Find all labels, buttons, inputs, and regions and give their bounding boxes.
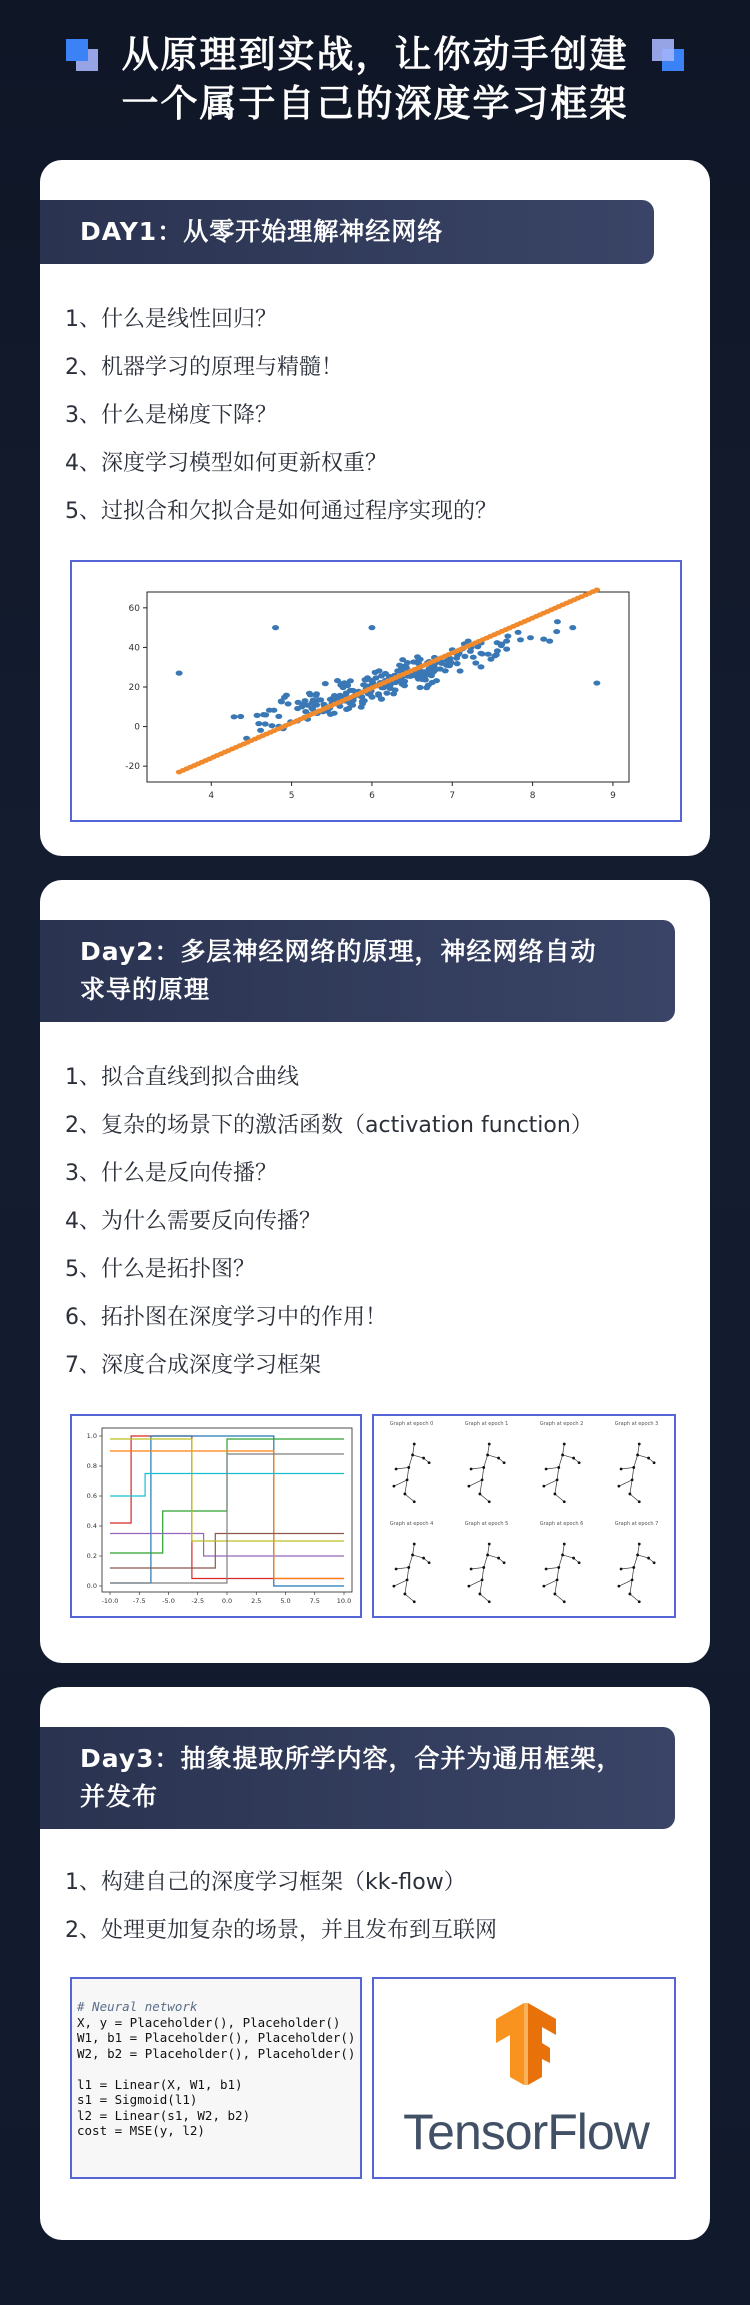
data-point xyxy=(472,660,479,665)
graph-edge xyxy=(405,1480,407,1494)
graph-node xyxy=(411,1454,414,1457)
graph-node xyxy=(422,1457,425,1460)
list-item: 3、什么是反向传播？ xyxy=(65,1161,277,1186)
graph-node xyxy=(563,1500,566,1503)
data-point xyxy=(444,658,451,663)
x-tick-label: -2.5 xyxy=(191,1597,205,1605)
data-point xyxy=(485,652,492,657)
day2-title-line2: 求导的原理 xyxy=(80,975,211,1004)
list-item: 5、过拟合和欠拟合是如何通过程序实现的？ xyxy=(65,499,497,524)
data-point xyxy=(343,690,350,695)
graph-node xyxy=(636,1454,639,1457)
data-point xyxy=(312,703,319,708)
x-tick-label: 2.5 xyxy=(251,1597,262,1605)
code-line: W2, b2 = Placeholder(), Placeholder() xyxy=(77,2045,356,2061)
graph-edge xyxy=(413,1544,415,1555)
data-point xyxy=(306,691,313,696)
graph-cell xyxy=(615,1421,659,1503)
graph-edge xyxy=(555,1580,557,1594)
graph-edge xyxy=(413,1444,415,1455)
graph-subtitle: Graph at epoch 7 xyxy=(614,1521,659,1527)
data-point xyxy=(275,714,282,719)
data-point xyxy=(494,640,501,645)
graph-edge xyxy=(563,1444,565,1455)
data-point xyxy=(503,639,510,644)
code-comment: # Neural network xyxy=(77,1999,198,2014)
data-point xyxy=(527,635,534,640)
graph-edge xyxy=(396,1467,409,1469)
data-point xyxy=(504,634,511,639)
graph-edge xyxy=(396,1567,409,1569)
graph-node xyxy=(631,1479,634,1482)
graph-edge xyxy=(555,1494,564,1502)
list-item: 1、构建自己的深度学习框架（kk-flow） xyxy=(65,1870,466,1895)
topology-graph-panel xyxy=(372,1414,676,1618)
data-point xyxy=(454,661,461,666)
graph-node xyxy=(632,1466,635,1469)
y-tick-label: -20 xyxy=(125,762,140,773)
x-tick-label: 9 xyxy=(610,791,616,801)
y-tick-label: 0.4 xyxy=(86,1522,97,1530)
data-point xyxy=(295,700,302,705)
code-line: l1 = Linear(X, W1, b1) xyxy=(77,2076,243,2092)
graph-edge xyxy=(407,1567,409,1579)
graph-node xyxy=(561,1554,564,1557)
data-point xyxy=(467,649,474,654)
graph-edge xyxy=(559,1555,563,1567)
graph-node xyxy=(428,1561,431,1564)
data-point xyxy=(283,693,290,698)
x-tick-label: 7 xyxy=(449,791,456,801)
data-point xyxy=(231,714,238,719)
graph-node xyxy=(638,1600,641,1603)
data-point xyxy=(392,687,399,692)
data-point xyxy=(255,721,262,726)
graph-node xyxy=(488,1443,491,1446)
data-point xyxy=(317,697,324,702)
graph-edge xyxy=(632,1467,634,1479)
graph-node xyxy=(393,1485,396,1488)
graph-edge xyxy=(469,1580,482,1586)
graph-node xyxy=(479,1493,482,1496)
graph-subtitle: Graph at epoch 2 xyxy=(539,1421,584,1427)
hero-title-line2: 一个属于自己的深度学习框架 xyxy=(121,82,629,125)
graph-node xyxy=(468,1585,471,1588)
graph-node xyxy=(486,1454,489,1457)
graph-edge xyxy=(630,1580,632,1594)
data-point xyxy=(491,653,498,658)
graph-node xyxy=(647,1457,650,1460)
graph-edge xyxy=(557,1567,559,1579)
data-point xyxy=(368,678,375,683)
graph-edge xyxy=(630,1494,639,1502)
graph-node xyxy=(413,1543,416,1546)
y-tick-label: 0.2 xyxy=(86,1552,97,1560)
data-point xyxy=(425,683,432,688)
data-point xyxy=(477,651,484,656)
code-line: cost = MSE(y, l2) xyxy=(77,2123,205,2138)
graph-edge xyxy=(471,1567,484,1569)
graph-node xyxy=(395,1468,398,1471)
list-item: 1、拟合直线到拟合曲线 xyxy=(65,1065,299,1090)
graph-node xyxy=(481,1579,484,1582)
graph-node xyxy=(470,1468,473,1471)
graph-edge xyxy=(619,1580,632,1586)
data-point xyxy=(470,655,477,660)
graph-edge xyxy=(638,1544,640,1555)
list-item: 4、为什么需要反向传播？ xyxy=(65,1209,321,1234)
data-point xyxy=(375,691,382,696)
graph-node xyxy=(488,1500,491,1503)
graph-edge xyxy=(638,1455,649,1458)
data-point xyxy=(553,629,560,634)
graph-edge xyxy=(484,1455,488,1467)
graph-edge xyxy=(544,1480,557,1486)
data-point xyxy=(503,647,510,652)
x-tick-label: 5.0 xyxy=(280,1597,291,1605)
graph-cell xyxy=(540,1521,584,1603)
graph-edge xyxy=(484,1555,488,1567)
graph-edge xyxy=(480,1594,489,1602)
graph-edge xyxy=(621,1567,634,1569)
graph-edge xyxy=(619,1480,632,1486)
x-tick-label: 6 xyxy=(369,791,375,801)
day3-title-line2: 并发布 xyxy=(80,1782,159,1811)
graph-node xyxy=(638,1500,641,1503)
graph-subtitle: Graph at epoch 4 xyxy=(389,1521,434,1527)
graph-edge xyxy=(409,1455,413,1467)
graph-node xyxy=(393,1585,396,1588)
graph-node xyxy=(563,1600,566,1603)
graph-node xyxy=(488,1543,491,1546)
graph-edge xyxy=(563,1555,574,1558)
graph-node xyxy=(561,1454,564,1457)
data-point xyxy=(302,698,309,703)
day2-card xyxy=(40,880,710,1663)
data-point xyxy=(515,630,522,635)
data-point xyxy=(368,625,375,630)
graph-edge xyxy=(482,1567,484,1579)
y-tick-label: 0.0 xyxy=(86,1582,97,1590)
graph-node xyxy=(578,1561,581,1564)
graph-node xyxy=(620,1468,623,1471)
y-tick-label: 0.8 xyxy=(86,1462,97,1470)
code-snippet xyxy=(70,1977,362,2179)
graph-node xyxy=(407,1466,410,1469)
x-tick-label: -7.5 xyxy=(132,1597,146,1605)
data-point xyxy=(494,648,501,653)
graph-edge xyxy=(563,1455,574,1458)
graph-node xyxy=(543,1585,546,1588)
graph-node xyxy=(411,1554,414,1557)
graph-edge xyxy=(632,1567,634,1579)
graph-subtitle: Graph at epoch 5 xyxy=(464,1521,509,1527)
graph-subtitle: Graph at epoch 3 xyxy=(614,1421,659,1427)
list-item: 6、拓扑图在深度学习中的作用！ xyxy=(65,1305,387,1330)
x-tick-label: -10.0 xyxy=(101,1597,119,1605)
graph-node xyxy=(422,1557,425,1560)
data-point xyxy=(341,681,348,686)
data-point xyxy=(569,625,576,630)
graph-node xyxy=(481,1479,484,1482)
list-item: 7、深度合成深度学习框架 xyxy=(65,1353,321,1378)
graph-cell xyxy=(615,1521,659,1603)
code-line: l2 = Linear(s1, W2, b2) xyxy=(77,2107,251,2123)
graph-edge xyxy=(546,1567,559,1569)
data-point xyxy=(322,681,329,686)
graph-node xyxy=(479,1593,482,1596)
list-item: 2、机器学习的原理与精髓！ xyxy=(65,355,343,380)
graph-node xyxy=(428,1461,431,1464)
graph-node xyxy=(572,1557,575,1560)
hero-title-line1: 从原理到实战，让你动手创建 xyxy=(121,33,629,76)
x-tick-label: 10.0 xyxy=(336,1597,352,1605)
data-point xyxy=(268,723,275,728)
data-point xyxy=(383,691,390,696)
graph-node xyxy=(413,1443,416,1446)
graph-node xyxy=(470,1568,473,1571)
list-item: 2、处理更加复杂的场景，并且发布到互联网 xyxy=(65,1918,497,1943)
list-item: 1、什么是线性回归？ xyxy=(65,307,277,332)
graph-edge xyxy=(471,1467,484,1469)
data-point xyxy=(442,668,449,673)
graph-node xyxy=(482,1566,485,1569)
data-point xyxy=(266,708,273,713)
regression-scatter-plot xyxy=(70,560,682,822)
graph-edge xyxy=(634,1455,638,1467)
graph-edge xyxy=(409,1555,413,1567)
graph-edge xyxy=(638,1444,640,1455)
data-point xyxy=(461,654,468,659)
graph-node xyxy=(503,1561,506,1564)
tensorflow-logo-icon xyxy=(486,2001,566,2085)
graph-edge xyxy=(488,1544,490,1555)
graph-edge xyxy=(394,1480,407,1486)
graph-cell xyxy=(465,1421,509,1503)
graph-node xyxy=(629,1593,632,1596)
graph-edge xyxy=(480,1494,489,1502)
graph-node xyxy=(404,1493,407,1496)
data-point xyxy=(401,679,408,684)
graph-edge xyxy=(480,1480,482,1494)
y-tick-label: 0 xyxy=(134,722,140,733)
graph-node xyxy=(563,1443,566,1446)
day1-item-list xyxy=(65,296,497,536)
list-item: 4、深度学习模型如何更新权重？ xyxy=(65,451,387,476)
graph-edge xyxy=(634,1555,638,1567)
data-point xyxy=(378,673,385,678)
graph-node xyxy=(632,1566,635,1569)
graph-cell xyxy=(390,1421,434,1503)
graph-node xyxy=(631,1579,634,1582)
data-point xyxy=(254,713,261,718)
data-point xyxy=(298,704,305,709)
graph-node xyxy=(406,1479,409,1482)
graph-cell xyxy=(390,1521,434,1603)
data-point xyxy=(457,668,464,673)
graph-node xyxy=(556,1479,559,1482)
graph-node xyxy=(404,1593,407,1596)
graph-subtitle: Graph at epoch 0 xyxy=(389,1421,434,1427)
data-point xyxy=(313,691,320,696)
activation-function-plot xyxy=(70,1414,362,1618)
y-tick-label: 0.6 xyxy=(86,1492,97,1500)
data-point xyxy=(372,670,379,675)
graph-node xyxy=(653,1461,656,1464)
graph-edge xyxy=(488,1555,499,1558)
data-point xyxy=(331,711,338,716)
graph-edge xyxy=(469,1480,482,1486)
y-tick-label: 20 xyxy=(128,683,140,693)
day3-card xyxy=(40,1687,710,2240)
graph-edge xyxy=(407,1467,409,1479)
code-line: X, y = Placeholder(), Placeholder() xyxy=(77,2014,341,2030)
x-tick-label: 5 xyxy=(288,791,295,801)
data-point xyxy=(426,666,433,671)
code-line: W1, b1 = Placeholder(), Placeholder() xyxy=(77,2030,356,2045)
data-point xyxy=(278,699,285,704)
day3-item-list xyxy=(65,1859,497,1955)
graph-node xyxy=(407,1566,410,1569)
tensorflow-wordmark: TensorFlow xyxy=(403,2104,649,2160)
x-tick-label: -5.0 xyxy=(162,1597,175,1605)
day2-item-list xyxy=(65,1054,593,1390)
list-item: 3、什么是梯度下降？ xyxy=(65,403,277,428)
graph-node xyxy=(636,1554,639,1557)
graph-node xyxy=(468,1485,471,1488)
graph-edge xyxy=(555,1480,557,1494)
graph-edge xyxy=(405,1580,407,1594)
data-point xyxy=(478,664,485,669)
x-tick-label: 4 xyxy=(208,791,215,801)
graph-node xyxy=(497,1557,500,1560)
x-tick-label: 0.0 xyxy=(221,1597,233,1605)
tensorflow-logo-panel xyxy=(372,1977,676,2179)
graph-node xyxy=(482,1466,485,1469)
graph-edge xyxy=(405,1594,414,1602)
graph-edge xyxy=(630,1480,632,1494)
graph-edge xyxy=(621,1467,634,1469)
graph-node xyxy=(545,1568,548,1571)
graph-node xyxy=(554,1493,557,1496)
data-point xyxy=(331,693,338,698)
graph-node xyxy=(503,1461,506,1464)
graph-cell xyxy=(540,1421,584,1503)
graph-node xyxy=(543,1485,546,1488)
graph-node xyxy=(557,1566,560,1569)
graph-edge xyxy=(563,1544,565,1555)
data-point xyxy=(546,639,553,644)
list-item: 5、什么是拓扑图？ xyxy=(65,1257,255,1282)
graph-edge xyxy=(559,1455,563,1467)
graph-edge xyxy=(488,1444,490,1455)
code-line: s1 = Sigmoid(l1) xyxy=(77,2092,198,2107)
graph-node xyxy=(620,1568,623,1571)
data-point xyxy=(257,728,264,733)
data-point xyxy=(237,714,244,719)
graph-edge xyxy=(413,1555,424,1558)
y-tick-label: 60 xyxy=(128,603,140,614)
graph-node xyxy=(618,1585,621,1588)
fit-point xyxy=(594,588,601,593)
graph-node xyxy=(629,1493,632,1496)
graph-edge xyxy=(482,1467,484,1479)
day2-title-line1: Day2：多层神经网络的原理，神经网络自动 xyxy=(80,937,597,966)
x-tick-label: 7.5 xyxy=(309,1597,320,1605)
data-point xyxy=(517,637,524,642)
graph-node xyxy=(488,1600,491,1603)
data-point xyxy=(176,671,183,676)
graph-node xyxy=(486,1554,489,1557)
data-point xyxy=(417,685,424,690)
graph-node xyxy=(557,1466,560,1469)
graph-node xyxy=(653,1561,656,1564)
data-point xyxy=(262,721,269,726)
data-point xyxy=(272,625,279,630)
graph-node xyxy=(413,1500,416,1503)
graph-edge xyxy=(488,1455,499,1458)
graph-edge xyxy=(413,1455,424,1458)
graph-node xyxy=(413,1600,416,1603)
graph-node xyxy=(545,1468,548,1471)
day2-title xyxy=(40,920,675,1022)
y-tick-label: 40 xyxy=(128,643,140,654)
graph-cell xyxy=(465,1521,509,1603)
graph-node xyxy=(554,1593,557,1596)
data-point xyxy=(399,657,406,662)
graph-edge xyxy=(480,1580,482,1594)
graph-node xyxy=(406,1579,409,1582)
graph-node xyxy=(572,1457,575,1460)
graph-edge xyxy=(555,1594,564,1602)
data-point xyxy=(343,707,350,712)
graph-edge xyxy=(405,1494,414,1502)
x-tick-label: 8 xyxy=(529,791,536,801)
day1-title: DAY1：从零开始理解神经网络 xyxy=(40,200,654,264)
y-tick-label: 1.0 xyxy=(86,1432,97,1440)
data-point xyxy=(554,619,561,624)
graph-subtitle: Graph at epoch 6 xyxy=(539,1521,584,1527)
graph-node xyxy=(638,1543,641,1546)
graph-edge xyxy=(638,1555,649,1558)
list-item: 2、复杂的场景下的激活函数（activation function） xyxy=(65,1113,593,1138)
graph-edge xyxy=(546,1467,559,1469)
day3-title xyxy=(40,1727,675,1829)
graph-edge xyxy=(544,1580,557,1586)
graph-node xyxy=(638,1443,641,1446)
graph-edge xyxy=(557,1467,559,1479)
graph-node xyxy=(618,1485,621,1488)
graph-node xyxy=(647,1557,650,1560)
data-point xyxy=(419,674,426,679)
graph-node xyxy=(395,1568,398,1571)
day1-card xyxy=(40,160,710,856)
graph-edge xyxy=(394,1580,407,1586)
graph-node xyxy=(556,1579,559,1582)
day3-title-line1: Day3：抽象提取所学内容，合并为通用框架， xyxy=(80,1744,623,1773)
graph-edge xyxy=(630,1594,639,1602)
data-point xyxy=(540,637,547,642)
graph-node xyxy=(563,1543,566,1546)
graph-node xyxy=(578,1461,581,1464)
data-point xyxy=(285,701,292,706)
data-point xyxy=(593,680,600,685)
graph-node xyxy=(497,1457,500,1460)
data-point xyxy=(417,657,424,662)
graph-subtitle: Graph at epoch 1 xyxy=(464,1421,509,1427)
data-point xyxy=(262,712,269,717)
